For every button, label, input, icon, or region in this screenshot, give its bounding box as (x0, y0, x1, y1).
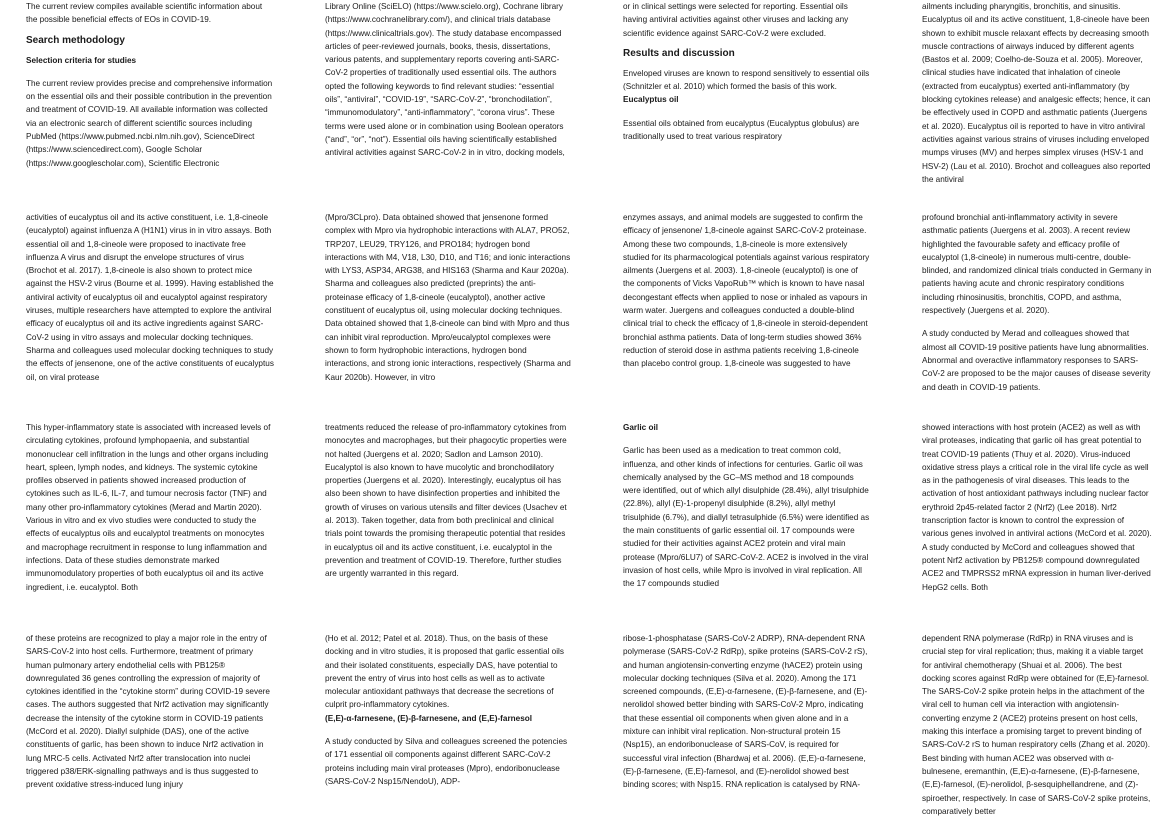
text-block-row3-col1 (26, 421, 274, 594)
body-paragraph: ailments including pharyngitis, bronchitis, and sinusitis. Eucalyptus oil and its active constituent, 1,8-cineole have been shown to exhibit muscle relaxant effects by decreasing smooth muscle contractions of airways induced by different agents (Bastos et al. 2009; Coelho-de-Souza et al. 2005). Moreover, clinical studies have indicated that inhalation of cineole (extracted from eucalyptus) exerted anti-inflammatory (by blocking cytokines release) and analgesic effects; hence, it can be effectively used in COPD and asthmatic patients (Juergens et al. 2020). Eucalyptus oil is reported to have in vitro antiviral activities against various strains of viruses including enveloped mumps viruses (MV) and herpes simplex viruses (HSV-1 and HSV-2) (Lau et al. 2010). Brochot and colleagues also reported the antiviral (922, 2, 1151, 184)
body-paragraph: (Mpro/3CLpro). Data obtained showed that jensenone formed complex with Mpro via hydrophobic interactions with ALA7, PRO52, TRP207, LEU29, TRY126, and PRO184; hydrogen bond interactions with M4, V18, L30, D10, and T16; and ionic interactions with LYS3, ASP34, ARG38, and HIS163 (Sharma and Kaur 2020a). Sharma and colleagues also predicted (preprints) the anti-proteinase efficacy of 1,8-cineole (eucalyptol), another active constituent of eucalyptus oil, using molecular docking techniques. Data obtained showed that 1,8-cineole can bind with Mpro and thus can inhibit viral reproduction. Mpro/eucalyptol complexes were shown to form hydrophobic interactions, hydrogen bond interactions, and strong ionic interactions, respectively (Sharma and Kaur 2020b). However, in vitro (325, 213, 571, 382)
text-block-row4-col4 (922, 632, 1152, 818)
text-block-row4-col2 (325, 632, 573, 788)
body-paragraph: A study conducted by Silva and colleagues screened the potencies of 171 essential oil components against different SARC-CoV-2 proteins including main viral proteases (Mpro), endoribonuclease (SARS-CoV-2 Nsp15/NendoU), ADP- (325, 737, 568, 786)
subsection-heading: Garlic oil (623, 423, 659, 432)
body-paragraph: of these proteins are recognized to play a major role in the entry of SARS-CoV-2 into host cells. Furthermore, treatment of primary human pulmonary artery endothelial cells with PB125® downregulated 36 genes controlling the expression of majority of cytokines identified in the “cytokine storm” during COVID-19 severe cases. The authors suggested that Nrf2 activation may significantly decrease the intensity of the cytokine storm in COVID-19 patients (McCord et al. 2020). Diallyl sulphide (DAS), one of the active constituents of garlic, has been shown to induce Nrf2 activation in lung MRC-5 cells. Activated Nrf2 after translocation into nuclei triggered p38/ERK-signalling pathways and is thus suggested to prevent oxidative stress-induced lung injury (26, 634, 270, 790)
text-block-row1-col3 (623, 0, 871, 143)
text-block-row2-col1 (26, 211, 274, 384)
body-paragraph: Library Online (SciELO) (https://www.scielo.org), Cochrane library (https://www.cochranelibrary.com/), and clinical trials database (https://www.clinicaltrials.gov). The study database encompassed articles of peer-reviewed journals, books, thesis, dissertations, various patents, and supplementary reports covering anti-SARC-CoV-2 properties of traditionally used essential oils. The authors opted the following keywords to find relevant studies: “essential oils”, “antiviral”, “COVID-19”, “SARC-CoV-2”, “bronchodilation”, “immunomodulatory”, “anti-inflammatory”, “corona virus”. These terms were used alone or in combination using Boolean operators (“and”, “or”, “not”). Essential oils having scientifically established antiviral activities against SARC-CoV-2 in in vitro, docking models, (325, 2, 565, 158)
body-paragraph: Garlic has been used as a medication to treat common cold, influenza, and other kinds of infections for centuries. Garlic oil was chemically analysed by the GC–MS method and 18 compounds were identified, out of which allyl disulphide (28.4%), allyl trisulphide (22.8%), allyl (E)-1-propenyl disulphide (8.2%), allyl methyl trisulphide (6.7%), and diallyl tetrasulphide (6.5%) were identified as the main constituents of garlic essential oil. 17 compounds were studied for their activities against ACE2 protein and viral main protease (Mpro/6LU7) of SARC-CoV-2. ACE2 is involved in the viral invasion of host cells, while Mpro is involved in viral replication. All the 17 compounds studied (623, 446, 870, 589)
body-paragraph: (Ho et al. 2012; Patel et al. 2018). Thus, on the basis of these docking and in vitro studies, it is proposed that garlic essential oils and their isolated constituents, especially DAS, have potential to prevent the entry of virus into host cells as well as to activate molecular antioxidant pathways that decrease the secretions of culprit pro-inflammatory cytokines. (325, 634, 564, 710)
body-paragraph: showed interactions with host protein (ACE2) as well as with viral proteases, indicating that garlic oil has great potential to treat COVID-19 patients (Thuy et al. 2020). Virus-induced oxidative stress plays a critical role in the viral life cycle as well as in the pathogenesis of viral diseases. This leads to the activation of host antioxidant pathways including nuclear factor erythroid 2p45-related factor 2 (Nrf2) (Lee 2018). Nrf2 transcription factor is known to control the expression of various genes involved in antiviral actions (McCord et al. 2020). A study conducted by McCord and colleagues showed that potent Nrf2 activation by PB125® compound downregulated ACE2 and TMPRSS2 mRNA expression in human liver-derived HepG2 cells. Both (922, 423, 1152, 592)
section-heading: Search methodology (26, 34, 125, 46)
text-block-row3-col4 (922, 421, 1152, 594)
text-block-row1-col1 (26, 0, 274, 170)
body-paragraph: dependent RNA polymerase (RdRp) in RNA viruses and is crucial step for viral replication; thus, making it a viable target for antiviral chemotherapy (Shuai et al. 2006). The best docking scores against RdRp were obtained for (E,E)-farnesol. The SARS-CoV-2 spike protein helps in the attachment of the viral cell to human cell via interaction with angiotensin-converting enzyme 2 (ACE2) proteins present on host cells, making this interface a promising target to prevent binding of SARS-CoV-2 rS to human respiratory cells (Zhang et al. 2020). Best binding with human ACE2 was observed with α-bulnesene, eremanthin, (E,E)-α-farnesene, (E)-β-farnesene, (E,E)-farnesol, (E)-nerolidol, β-sesquiphellandrene, and (Z)-spiroether, respectively. In case of SARS-CoV-2 spike proteins, comparatively better (922, 634, 1151, 816)
body-paragraph: profound bronchial anti-inflammatory activity in severe asthmatic patients (Juergens et al. 2003). A recent review highlighted the favourable safety and efficacy profile of eucalyptol (1,8-cineole) in numerous multi-centre, double-blinded, and randomized clinical trials conducted in Germany in patients having acute and chronic respiratory conditions including rhinosinusitis, bronchitis, COPD, and asthma, respectively (Juergens et al. 2020). (922, 213, 1152, 316)
body-paragraph: Enveloped viruses are known to respond sensitively to essential oils (Schnitzler et al. 2010) which formed the basis of this work. (623, 68, 870, 92)
body-paragraph: The current review provides precise and comprehensive information on the essential oils and their possible contribution in the prevention and treatment of COVID-19. All available information was collected via an electronic search of different scientific sources including PubMed (https://www.pubmed.ncbi.nlm.nih.gov), ScienceDirect (https://www.sciencedirect.com), Google Scholar (https://www.googlescholar.com), Scientific Electronic (26, 78, 273, 168)
body-paragraph: ribose-1-phosphatase (SARS-CoV-2 ADRP), RNA-dependent RNA polymerase (SARS-CoV-2 RdRp), spike proteins (SARS-CoV-2 rS), and human angiotensin-converting enzyme (hACE2) protein using molecular docking techniques (Silva et al. 2020). Among the 171 screened compounds, (E,E)-α-farnesene, (E)-β-farnesene, and (E)-nerolidol showed better binding with SARS-CoV-2 Mpro, indicating that these essential oil components when given alone and in a mixture can inhibit viral replication. Non-structural protein 15 (Nsp15), an endoribonuclease of SARS-CoV, is required for successful viral infection (Bhardwaj et al. 2006). (E,E)-α-farnesene, (E)-β-farnesene, (E,E)-farnesol, and (E)-nerolidol showed best binding scores; with Nsp15. RNA replication is catalysed by RNA- (623, 634, 868, 790)
text-block-row4-col3 (623, 632, 871, 792)
body-paragraph: treatments reduced the release of pro-inflammatory cytokines from monocytes and macrophages, but their phagocytic properties were not halted (Juergens et al. 2020; Sadlon and Lamson 2010). Eucalyptol is also known to have mucolytic and bronchodilatory properties (Juergens et al. 2020). Interestingly, eucalyptus oil has also been shown to have disinfection properties and inhibited the growth of viruses on various utensils and filter devices (Usachev et al. 2013). Taken together, data from both preclinical and clinical trials point towards the promising therapeutic potential that resides in eucalyptus oil and its active constituent, i.e. eucalyptol in the prevention and treatment of COVID-19. Therefore, further studies are urgently warranted in this regard. (325, 423, 567, 579)
text-block-row1-col4 (922, 0, 1152, 186)
text-block-row2-col2 (325, 211, 573, 384)
body-paragraph: The current review compiles available scientific information about the possible beneficial effects of EOs in COVID-19. (26, 2, 263, 25)
body-paragraph: enzymes assays, and animal models are suggested to confirm the efficacy of jensenone/ 1,8-cineole against SARC-CoV-2 proteinase. Among these two compounds, 1,8-cineole is more extensively studied for its pharmacological potentials against various respiratory ailments (Juergens et al. 2003). 1,8-cineole (eucalyptol) is one of the components of Vicks VapoRub™ which is known to have nasal decongestant effects when applied to nose or inhaled as vapours in warm water. Juergens and colleagues conducted a double-blind clinical trial to check the efficacy of 1,8-cineole in steroid-dependent bronchial asthma patients. Data of long-term studies showed 36% reduction of steroid dose in asthma patients receiving 1,8-cineole than placebo control group. 1,8-cineole was suggested to have (623, 213, 870, 369)
text-block-row2-col4 (922, 211, 1152, 394)
subsection-heading: (E,E)-α-farnesene, (E)-β-farnesene, and (E,E)-farnesol (325, 713, 533, 723)
body-paragraph: This hyper-inflammatory state is associated with increased levels of circulating cytokines, profound lymphopaenia, and substantial mononuclear cell infiltration in the lungs and other organs including heart, spleen, lymph nodes, and kidneys. The systemic cytokine profiles observed in patients showed increased production of cytokines such as IL-6, IL-7, and tumour necrosis factor (TNF) and many other pro-inflammatory cytokines (Merad and Martin 2020). Various in vitro and ex vivo studies were conducted to study the effects of eucalyptus oils and eucalyptol treatments on monocytes and macrophage recruitment in response to lung inflammation and infections. Data of these studies demonstrate marked immunomodulatory properties of both eucalyptus oil and its active ingredient, i.e. eucalyptol. Both (26, 423, 271, 592)
subsection-heading: Selection criteria for studies (26, 55, 137, 65)
text-block-row1-col2 (325, 0, 573, 160)
text-block-row4-col1 (26, 632, 274, 792)
body-paragraph: A study conducted by Merad and colleagues showed that almost all COVID-19 positive patients have lung abnormalities. Abnormal and overactive inflammatory responses to SARS-CoV-2 are proposed to be the major causes of disease severity and death in COVID-19 patients. (922, 329, 1151, 392)
body-paragraph: Essential oils obtained from eucalyptus (Eucalyptus globulus) are traditionally used to treat various respiratory (623, 118, 860, 142)
body-paragraph: activities of eucalyptus oil and its active constituent, i.e. 1,8-cineole (eucalyptol) against influenza A (H1N1) virus in in vitro assays. Both essential oil and 1,8-cineole were proposed to inactivate free influenza A virus and disrupt the envelope structures of virus (Brochot et al. 2017). 1,8-cineole is also shown to protect mice against the HSV-2 virus (Bourne et al. 1999). Having established the antiviral activity of eucalyptus oil and eucalyptol against respiratory viruses, multiple researchers have attempted to explore the antiviral efficacy of eucalyptus oil and its active ingredients against SARC-CoV-2 using in vitro assays and molecular docking techniques. Sharma and colleagues used molecular docking techniques to study the effects of jensenone, one of the active constituents of eucalyptus oil, on viral protease (26, 213, 274, 382)
body-paragraph: or in clinical settings were selected for reporting. Essential oils having antiviral activities against other viruses and lacking any scientific evidence against SARC-CoV-2 were excluded. (623, 2, 849, 38)
text-block-row2-col3 (623, 211, 871, 371)
section-heading: Results and discussion (623, 47, 735, 59)
subsection-heading: Eucalyptus oil (623, 95, 679, 105)
text-block-row3-col2 (325, 421, 573, 581)
text-block-row3-col3 (623, 421, 871, 591)
